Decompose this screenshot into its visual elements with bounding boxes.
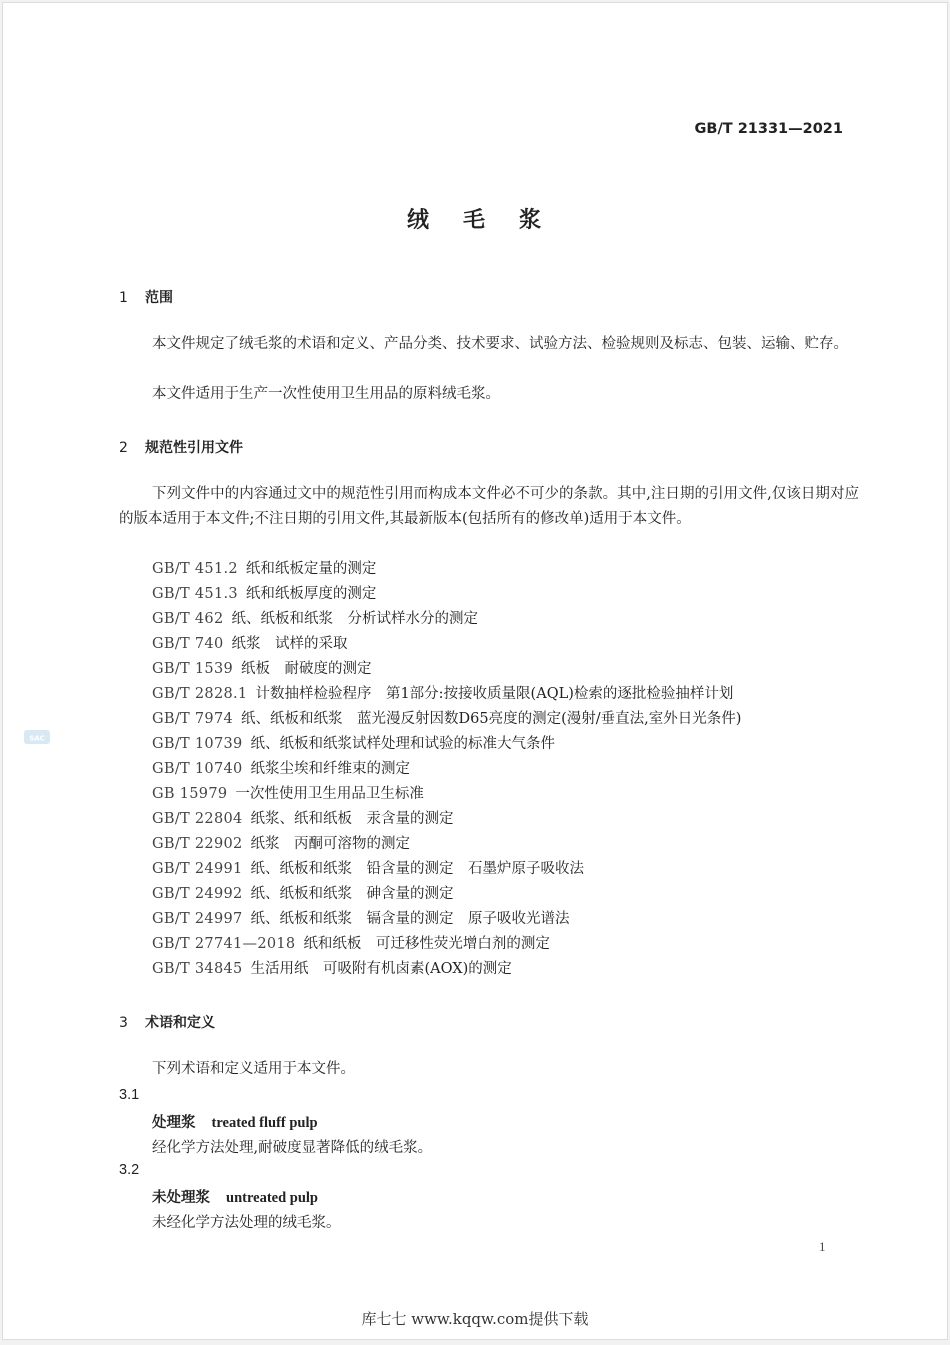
sac-watermark-logo [23,727,51,747]
section-2-heading [119,437,243,457]
term-number: 3.2 [119,1162,140,1178]
reference-item [152,607,478,632]
reference-title: 纸浆、纸和纸板 汞含量的测定 [250,811,454,827]
reference-title: 纸、纸板和纸浆 蓝光漫反射因数D65亮度的测定(漫射/垂直法,室外日光条件) [241,711,742,727]
reference-code: GB/T 1539 [152,661,234,677]
download-footer: 库七七 www.kqqw.com提供下载 [361,1310,589,1328]
reference-item [152,657,372,682]
section-number: 3 [119,1015,128,1031]
svg-text:SAC: SAC [29,734,45,743]
section-number: 2 [119,440,128,456]
reference-item [152,932,550,957]
scope-paragraph-1: 本文件规定了绒毛浆的术语和定义、产品分类、技术要求、试验方法、检验规则及标志、包装、运输、贮存。 [152,336,848,352]
term-definition: 未经化学方法处理的绒毛浆。 [152,1215,341,1231]
reference-code: GB/T 22804 [152,811,243,827]
reference-item [152,882,454,907]
reference-item [152,782,424,807]
term-english: untreated pulp [226,1190,318,1206]
section-number: 1 [119,290,128,306]
reference-item [152,707,741,732]
reference-title: 纸浆 丙酮可溶物的测定 [250,836,411,852]
reference-code: GB/T 24992 [152,886,243,902]
reference-code: GB/T 451.3 [152,586,238,602]
document-page [2,2,948,1340]
reference-title: 纸板 耐破度的测定 [241,661,372,677]
reference-code: GB/T 22902 [152,836,243,852]
section-3-heading [119,1012,215,1032]
section-title: 范围 [145,290,173,306]
reference-code: GB/T 740 [152,636,224,652]
reference-item [152,907,570,932]
reference-code: GB 15979 [152,786,228,802]
reference-title: 一次性使用卫生用品卫生标准 [235,786,424,802]
reference-item [152,582,376,607]
reference-code: GB/T 10739 [152,736,243,752]
reference-title: 纸和纸板 可迁移性荧光增白剂的测定 [303,936,550,952]
page-number: 1 [819,1239,826,1254]
reference-title: 纸、纸板和纸浆 镉含量的测定 原子吸收光谱法 [250,911,570,927]
reference-item [152,632,347,657]
reference-item [152,857,584,882]
reference-item [152,832,410,857]
reference-item [152,732,555,757]
term-chinese: 未处理浆 [152,1189,210,1206]
reference-item [152,757,410,782]
reference-code: GB/T 7974 [152,711,234,727]
reference-item [152,807,454,832]
reference-code: GB/T 10740 [152,761,243,777]
reference-title: 纸、纸板和纸浆 砷含量的测定 [250,886,454,902]
term-number: 3.1 [119,1087,140,1103]
reference-item [152,557,376,582]
reference-title: 纸浆尘埃和纤维束的测定 [250,761,411,777]
reference-title: 生活用纸 可吸附有机卤素(AOX)的测定 [250,961,512,977]
document-number: GB/T 21331—2021 [694,121,843,137]
term-chinese: 处理浆 [152,1114,196,1131]
term-definition: 经化学方法处理,耐破度显著降低的绒毛浆。 [152,1140,433,1156]
section-1-heading [119,287,173,307]
reference-code: GB/T 24991 [152,861,243,877]
reference-code: GB/T 451.2 [152,561,238,577]
reference-code: GB/T 24997 [152,911,243,927]
reference-title: 纸、纸板和纸浆试样处理和试验的标准大气条件 [250,736,556,752]
section-title: 术语和定义 [145,1015,215,1031]
reference-title: 纸和纸板定量的测定 [245,561,377,577]
references-intro: 下列文件中的内容通过文中的规范性引用而构成本文件必不可少的条款。其中,注日期的引用文件,仅该日期对应的版本适用于本文件;不注日期的引用文件,其最新版本(包括所有的修改单)适用于本文件。 [119,486,859,527]
term-entry [152,1111,318,1132]
reference-code: GB/T 462 [152,611,224,627]
reference-code: GB/T 34845 [152,961,243,977]
reference-code: GB/T 27741—2018 [152,936,296,952]
reference-title: 计数抽样检验程序 第1部分:按接收质量限(AQL)检索的逐批检验抽样计划 [255,686,734,702]
reference-code: GB/T 2828.1 [152,686,248,702]
reference-title: 纸浆 试样的采取 [231,636,348,652]
terms-intro: 下列术语和定义适用于本文件。 [152,1061,355,1077]
term-english: treated fluff pulp [211,1115,318,1131]
reference-title: 纸、纸板和纸浆 铅含量的测定 石墨炉原子吸收法 [250,861,585,877]
term-entry [152,1186,318,1207]
reference-title: 纸和纸板厚度的测定 [245,586,377,602]
reference-item [152,957,512,982]
reference-item [152,682,733,707]
reference-title: 纸、纸板和纸浆 分析试样水分的测定 [231,611,478,627]
scope-paragraph-2: 本文件适用于生产一次性使用卫生用品的原料绒毛浆。 [152,386,500,402]
document-title: 绒毛浆 [406,208,575,233]
section-title: 规范性引用文件 [145,440,243,456]
